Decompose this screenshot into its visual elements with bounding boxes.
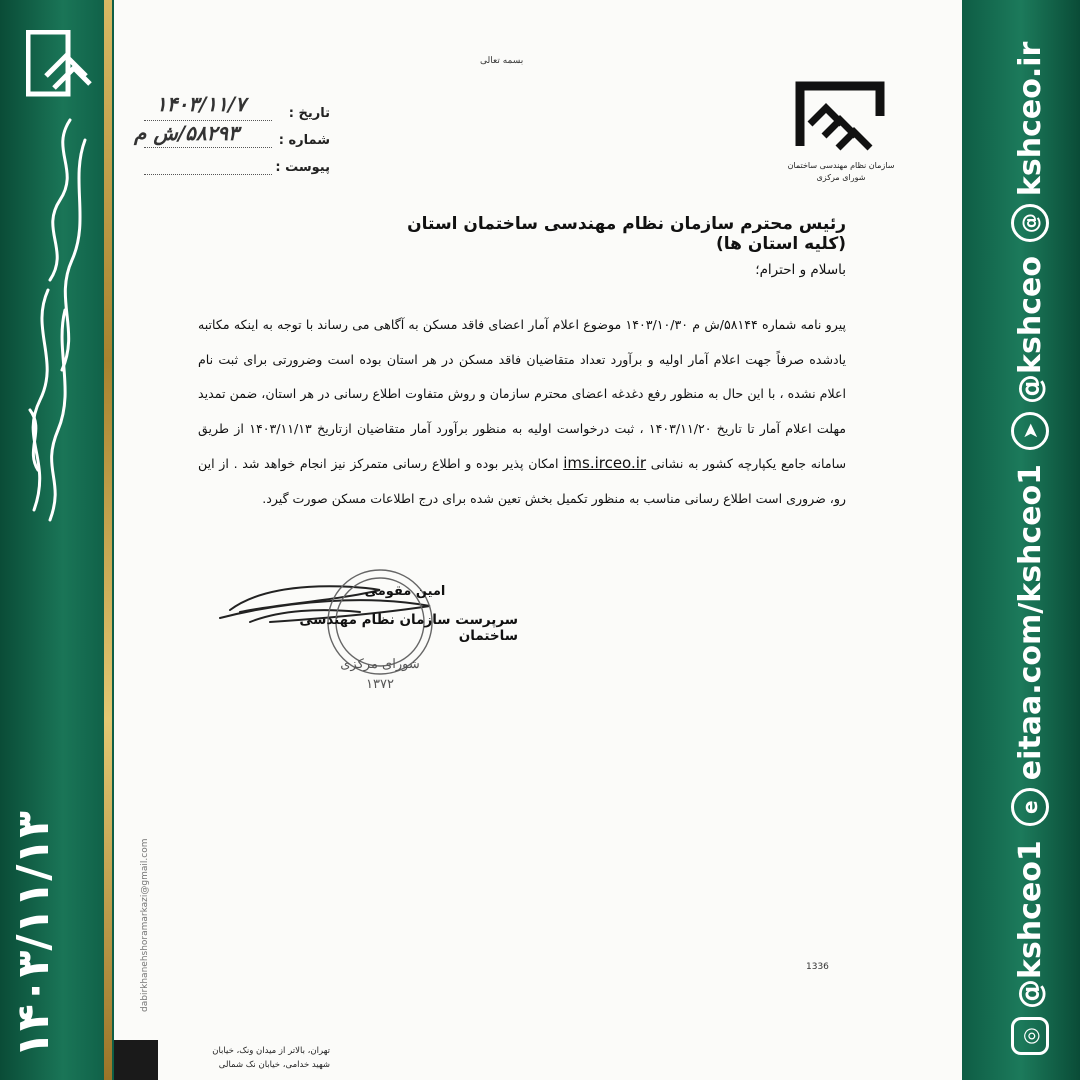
footer-black-block — [114, 1040, 158, 1080]
date-stamp-vertical: ۱۴۰۳/۱۱/۱۳ — [8, 811, 59, 1058]
ims-link[interactable]: ims.irceo.ir — [563, 454, 647, 472]
organization-name-line2: شورای مرکزی — [816, 173, 866, 182]
meta-attachment-row — [140, 148, 330, 175]
social-telegram[interactable] — [1011, 256, 1049, 450]
social-instagram[interactable] — [1011, 840, 1049, 1055]
basmala: بسمه تعالی — [480, 56, 524, 66]
letter-body-part2: امکان پذیر بوده و اطلاع رسانی متمرکز نیز انجام خواهد شد . از این رو، ضروری است اطلاع رسانی مناسب به منظور تکمیل بخش تعین شده برای درج اطلاعات مسکن صورت گیرد. — [198, 456, 846, 506]
gold-border-left — [104, 0, 112, 1080]
date-value: ۱۴۰۳/۱۱/۷ — [156, 92, 246, 116]
eitaa-icon: e — [1011, 788, 1049, 826]
telegram-icon: ➤ — [1011, 412, 1049, 450]
telegram-handle: @kshceo — [1012, 256, 1048, 404]
letter-greeting: باسلام و احترام؛ — [755, 262, 846, 278]
signer-name: امین مقومی — [364, 584, 446, 599]
social-eitaa[interactable] — [1011, 464, 1049, 826]
stamp-year: ۱۳۷۲ — [366, 677, 394, 692]
instagram-icon: ◎ — [1011, 1017, 1049, 1055]
instagram-handle: @kshceo1 — [1012, 840, 1048, 1009]
meta-number-row — [134, 121, 330, 148]
eitaa-handle: eitaa.com/kshceo1 — [1012, 463, 1048, 781]
number-label: شماره : — [278, 133, 330, 148]
letter-recipient-heading: رئیس محترم سازمان نظام مهندسی ساختمان استان (کلیه استان ها) — [407, 214, 846, 254]
date-label: تاریخ : — [288, 106, 330, 121]
organization-name — [786, 160, 896, 184]
organization-name-line1: سازمان نظام مهندسی ساختمان — [787, 161, 895, 170]
address-line1: تهران، بالاتر از میدان ونک، خیابان — [212, 1046, 330, 1056]
number-value: ۵۸۲۹۳/ش م — [134, 121, 239, 145]
attachment-label: پیوست : — [275, 160, 330, 175]
vertical-email: dabirkhanehshoramarkazi@gmail.com — [140, 838, 150, 1012]
footer-address — [180, 1044, 330, 1072]
stamp-text: شورای مرکزی — [340, 657, 420, 672]
social-web[interactable] — [1011, 42, 1049, 242]
left-frame — [0, 0, 115, 1080]
page-number: 1336 — [806, 962, 829, 972]
organization-script-logo — [10, 110, 100, 530]
letter-body-part1: پیرو نامه شماره ۵۸۱۴۴/ش م ۱۴۰۳/۱۰/۳۰ موضوع اعلام آمار اعضای فاقد مسکن به آگاهی می رساند با توجه به اینکه مکاتبه یادشده صرفاً جهت اعلام آمار اولیه و برآورد تعداد متقاضیان فاقد مسکن در هر استان بوده است وضرورتی برای ثبت نام اعلام نشده ، با این حال به منظور رفع دغدغه اعضای محترم سازمان و روش متفاوت اطلاع رسانی در هر استان، ضمن تمدید مهلت اعلام آمار تا تاریخ ۱۴۰۳/۱۱/۲۰ ، ثبت درخواست اولیه به منظور برآورد آمار متقاضیان ازتاریخ ۱۴۰۳/۱۱/۱۳ از طریق سامانه جامع یکپارچه کشور به نشانی — [198, 317, 847, 471]
brand-logo-icon — [26, 30, 92, 100]
web-handle: kshceo.ir — [1012, 41, 1048, 197]
web-icon: @ — [1011, 204, 1049, 242]
meta-date-row — [140, 94, 330, 121]
address-line2: شهید خدامی، خیابان نک شمالی — [218, 1060, 330, 1070]
letter-meta — [134, 92, 330, 175]
signer-title: سرپرست سازمان نظام مهندسی ساختمان — [299, 612, 518, 644]
letter-body — [198, 308, 846, 516]
social-handles-vertical — [1000, 25, 1060, 1055]
